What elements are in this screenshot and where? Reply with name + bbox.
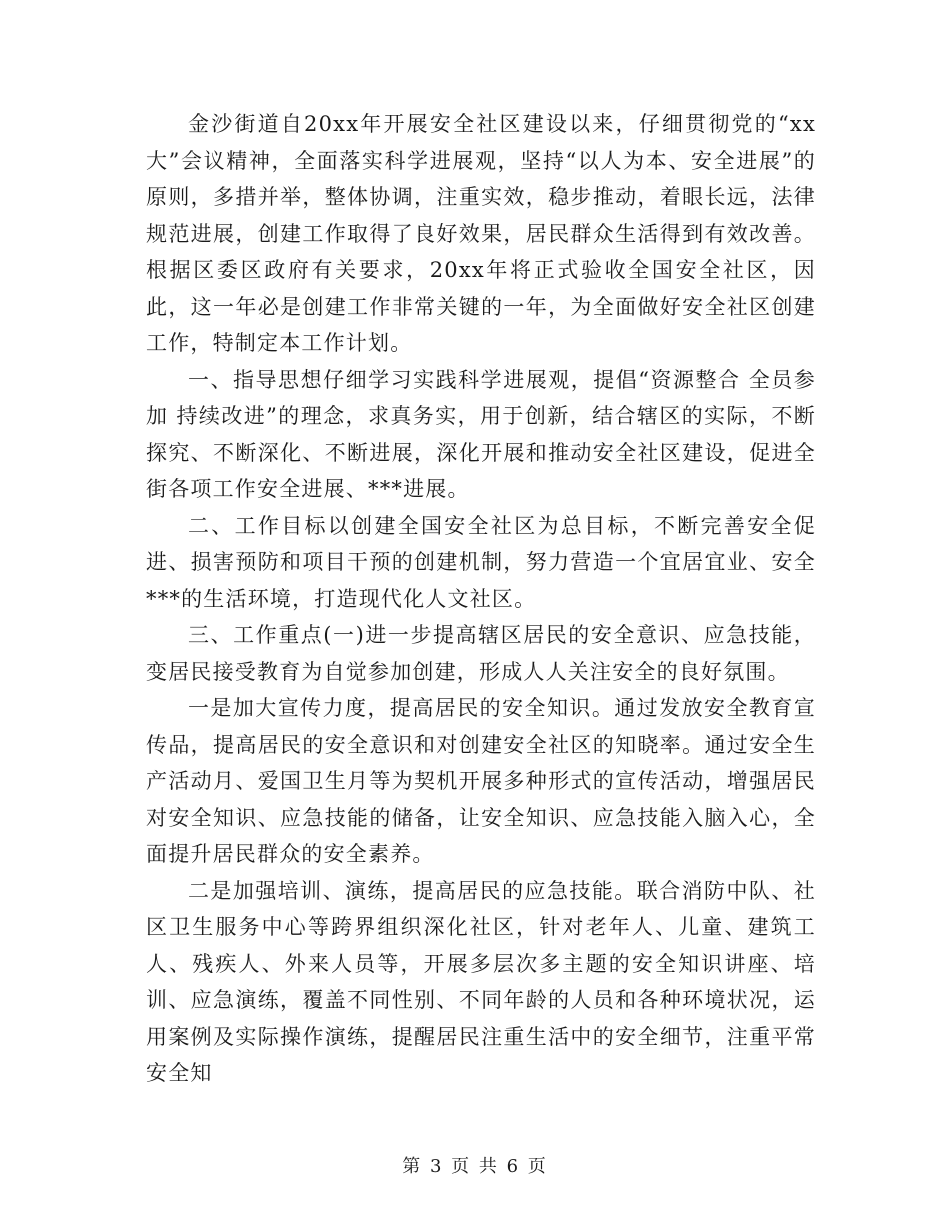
paragraph-publicity: 一是加大宣传力度，提高居民的安全知识。通过发放安全教育宣传品，提高居民的安全意识和对创建安全社区的知晓率。通过安全生产活动月、爱国卫生月等为契机开展多种形式的宣传活动，增强居民对安全知识、应急技能的储备，让安全知识、应急技能入脑入心，全面提升居民群众的安全素养。	[146, 696, 816, 866]
paragraph-work-goal: 二、工作目标以创建全国安全社区为总目标，不断完善安全促进、损害预防和项目干预的创建机制，努力营造一个宜居宜业、安全***的生活环境，打造现代化人文社区。	[146, 513, 816, 611]
document-body	[146, 106, 816, 1092]
paragraph-training: 二是加强培训、演练，提高居民的应急技能。联合消防中队、社区卫生服务中心等跨界组织深化社区，针对老年人、儿童、建筑工人、残疾人、外来人员等，开展多层次多主题的安全知识讲座、培训、应急演练，覆盖不同性别、不同年龄的人员和各种环境状况，运用案例及实际操作演练，提醒居民注重生活中的安全细节，注重平常安全知	[146, 878, 816, 1085]
paragraph-guiding-thought: 一、指导思想仔细学习实践科学进展观，提倡“资源整合 全员参加 持续改进”的理念，求真务实，用于创新，结合辖区的实际，不断探究、不断深化、不断进展，深化开展和推动安全社区建设，促进全街各项工作安全进展、***进展。	[146, 367, 816, 501]
paragraph-intro: 金沙街道自20xx年开展安全社区建设以来，仔细贯彻党的“xx大”会议精神，全面落实科学进展观，坚持“以人为本、安全进展”的原则，多措并举，整体协调，注重实效，稳步推动，着眼长远，法律规范进展，创建工作取得了良好效果，居民群众生活得到有效改善。根据区委区政府有关要求，20xx年将正式验收全国安全社区，因此，这一年必是创建工作非常关键的一年，为全面做好安全社区创建工作，特制定本工作计划。	[146, 112, 816, 355]
paragraph-work-focus: 三、工作重点(一)进一步提高辖区居民的安全意识、应急技能，变居民接受教育为自觉参加创建，形成人人关注安全的良好氛围。	[146, 623, 816, 684]
page-number-footer: 第 3 页 共 6 页	[402, 1156, 548, 1177]
